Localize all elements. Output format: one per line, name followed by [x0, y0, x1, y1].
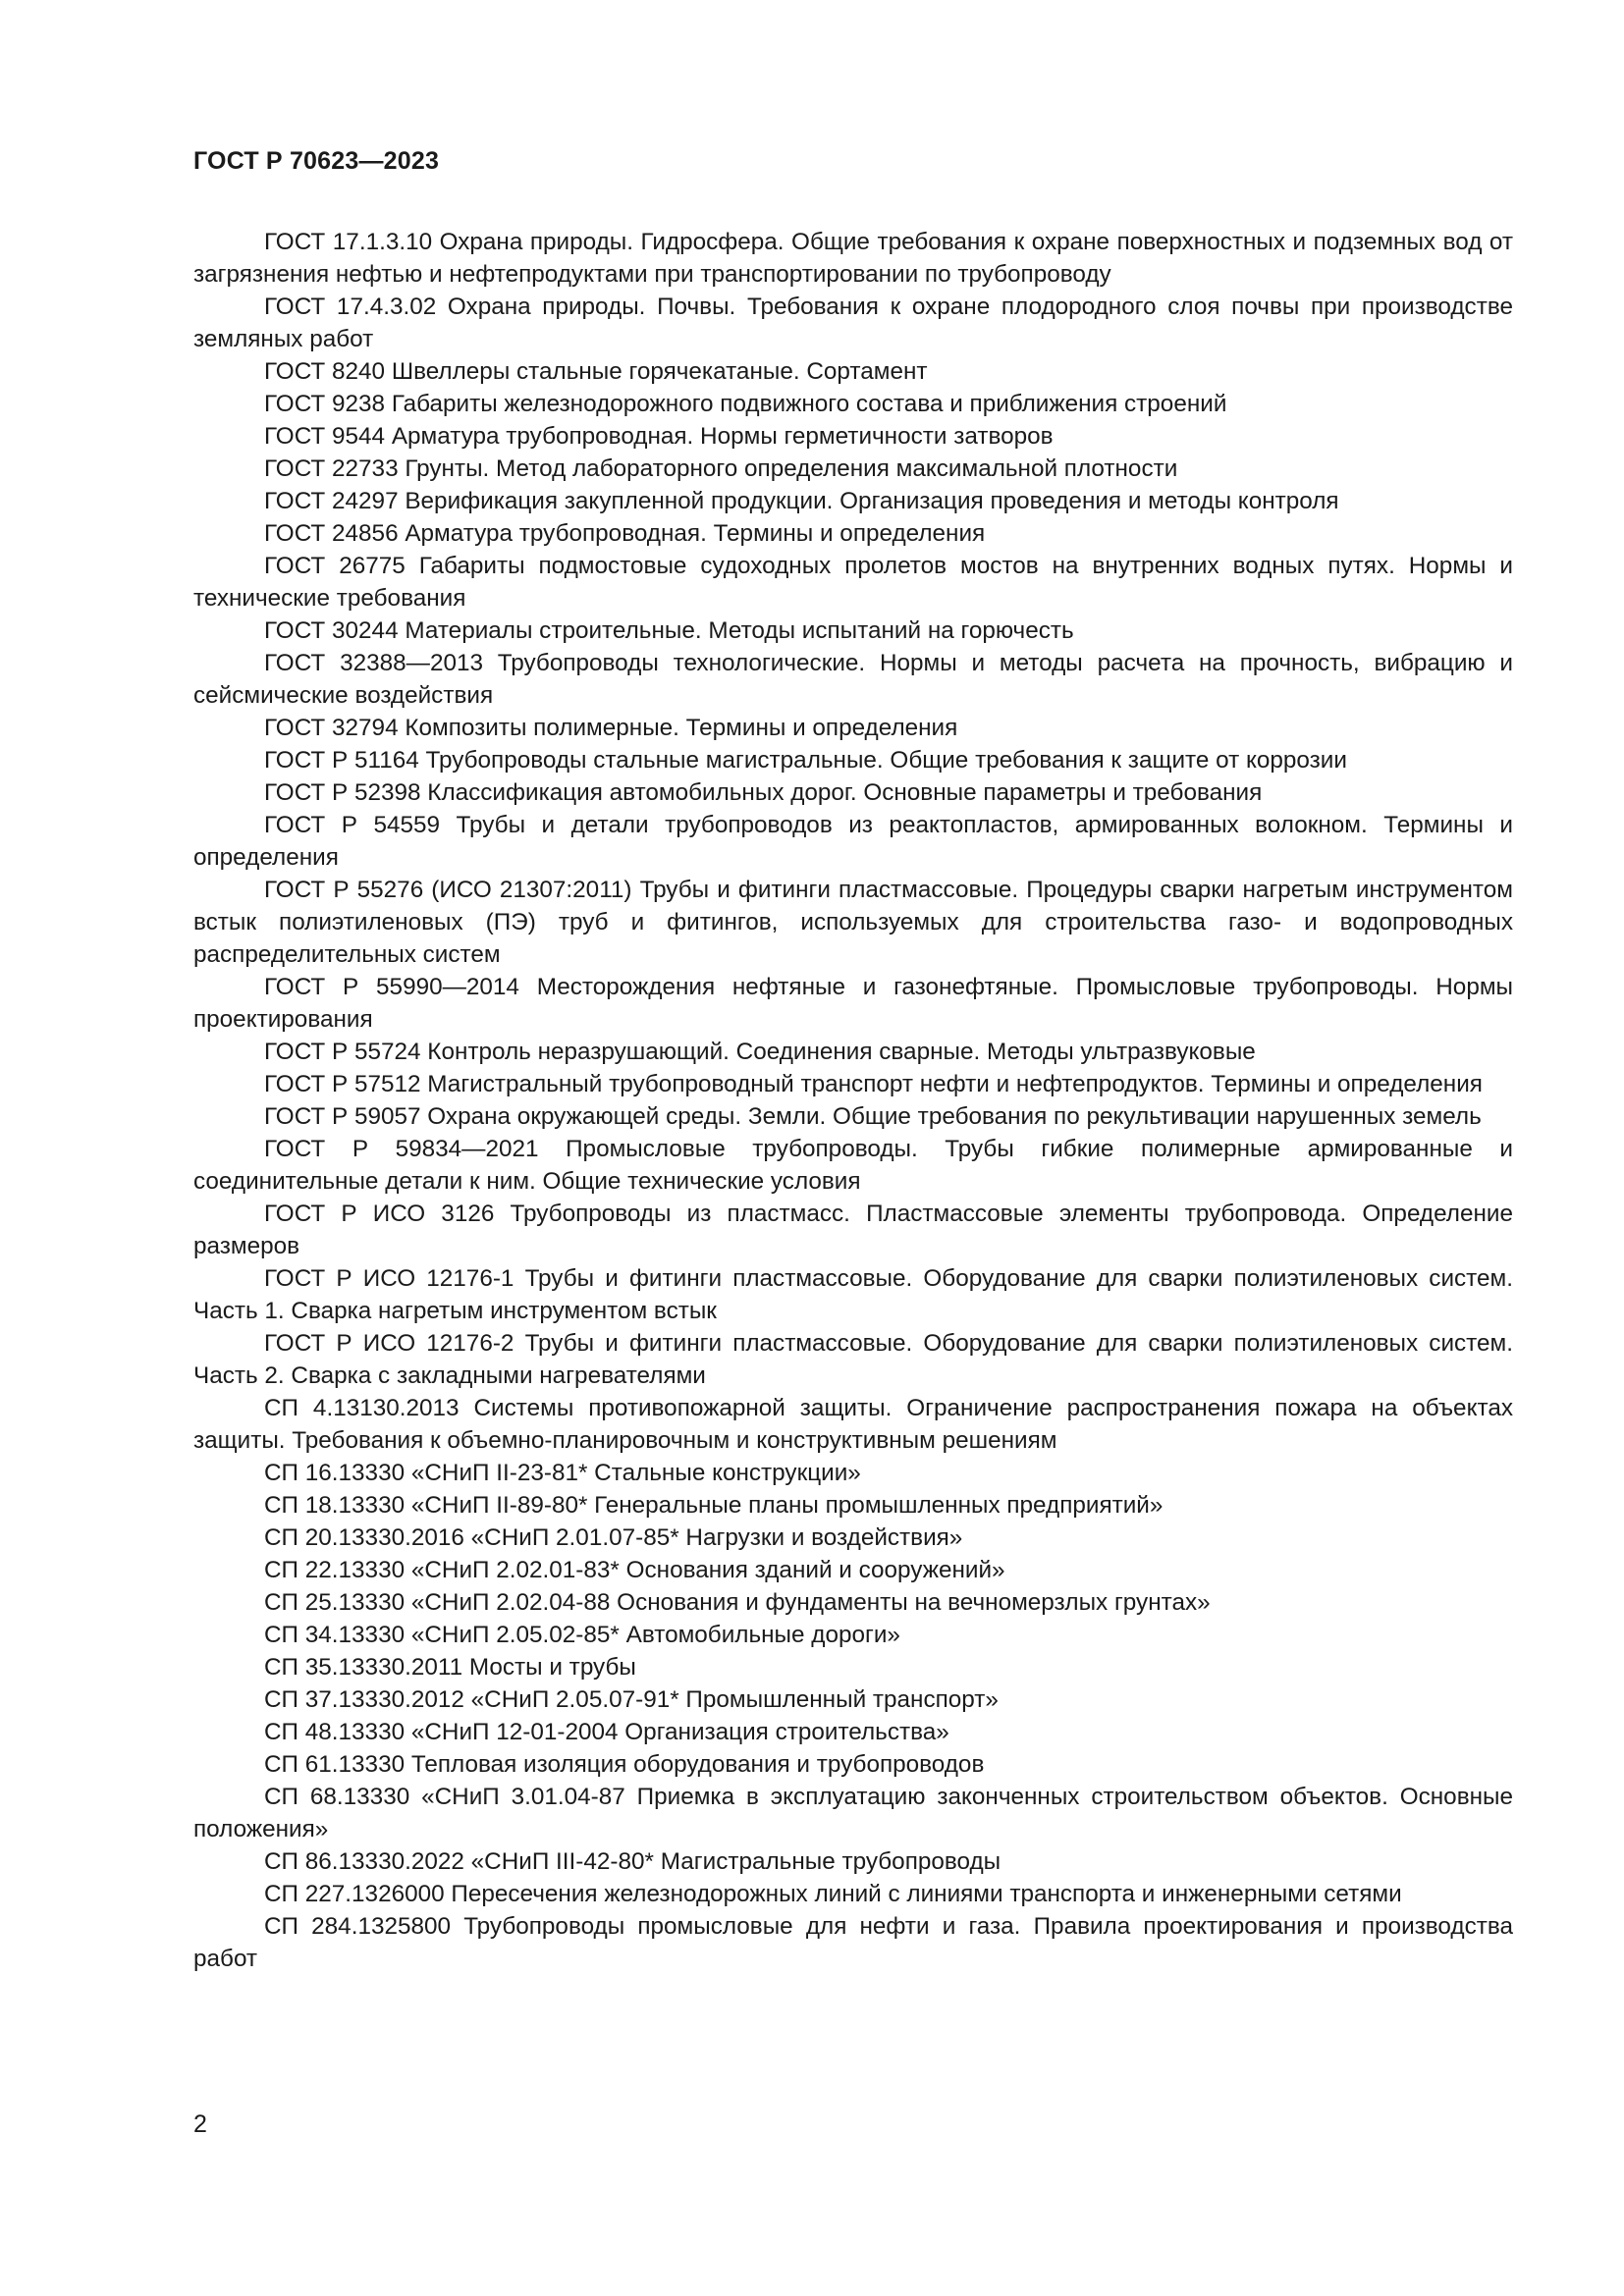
reference-item: ГОСТ 17.4.3.02 Охрана природы. Почвы. Требования к охране плодородного слоя почвы при производстве земляных работ: [193, 294, 1513, 352]
reference-item: СП 20.13330.2016 «СНиП 2.01.07-85* Нагрузки и воздействия»: [264, 1524, 963, 1551]
reference-item: ГОСТ 32388—2013 Трубопроводы технологические. Нормы и методы расчета на прочность, вибрацию и сейсмические воздействия: [193, 650, 1513, 709]
reference-item: ГОСТ 24297 Верификация закупленной продукции. Организация проведения и методы контроля: [264, 488, 1339, 514]
reference-item: ГОСТ Р 59834—2021 Промысловые трубопроводы. Трубы гибкие полимерные армированные и соединительные детали к ним. Общие технические условия: [193, 1136, 1513, 1195]
reference-item: ГОСТ Р ИСО 12176-2 Трубы и фитинги пластмассовые. Оборудование для сварки полиэтиленовых систем. Часть 2. Сварка с закладными нагревателями: [193, 1330, 1513, 1389]
reference-item: ГОСТ Р ИСО 12176-1 Трубы и фитинги пластмассовые. Оборудование для сварки полиэтиленовых систем. Часть 1. Сварка нагретым инструментом встык: [193, 1265, 1513, 1324]
reference-item: СП 16.13330 «СНиП II-23-81* Стальные конструкции»: [264, 1460, 861, 1486]
reference-item: СП 4.13130.2013 Системы противопожарной защиты. Ограничение распространения пожара на объектах защиты. Требования к объемно-планировочным и конструктивным решениям: [193, 1395, 1513, 1454]
reference-item: ГОСТ 30244 Материалы строительные. Методы испытаний на горючесть: [264, 617, 1074, 644]
reference-item: ГОСТ 9238 Габариты железнодорожного подвижного состава и приближения строений: [264, 391, 1227, 417]
reference-item: ГОСТ Р 55276 (ИСО 21307:2011) Трубы и фитинги пластмассовые. Процедуры сварки нагретым инструментом встык полиэтиленовых (ПЭ) труб и фитингов, используемых для строительства газо- и водопроводных распределительных систем: [193, 877, 1513, 968]
page-number: 2: [193, 2110, 207, 2138]
reference-item: СП 86.13330.2022 «СНиП III-42-80* Магистральные трубопроводы: [264, 1848, 1001, 1875]
reference-item: ГОСТ 32794 Композиты полимерные. Термины и определения: [264, 715, 958, 741]
reference-item: ГОСТ 17.1.3.10 Охрана природы. Гидросфера. Общие требования к охране поверхностных и подземных вод от загрязнения нефтью и нефтепродуктами при транспортировании по трубопроводу: [193, 229, 1513, 288]
reference-item: СП 284.1325800 Трубопроводы промысловые для нефти и газа. Правила проектирования и производства работ: [193, 1913, 1513, 1972]
reference-item: ГОСТ 26775 Габариты подмостовые судоходных пролетов мостов на внутренних водных путях. Нормы и технические требования: [193, 553, 1513, 612]
reference-item: СП 25.13330 «СНиП 2.02.04-88 Основания и фундаменты на вечномерзлых грунтах»: [264, 1589, 1211, 1616]
reference-item: СП 35.13330.2011 Мосты и трубы: [264, 1654, 636, 1681]
reference-item: ГОСТ Р 57512 Магистральный трубопроводный транспорт нефти и нефтепродуктов. Термины и определения: [264, 1071, 1483, 1097]
reference-item: ГОСТ 24856 Арматура трубопроводная. Термины и определения: [264, 520, 986, 547]
reference-item: СП 227.1326000 Пересечения железнодорожных линий с линиями транспорта и инженерными сетями: [264, 1881, 1402, 1907]
reference-item: СП 48.13330 «СНиП 12-01-2004 Организация строительства»: [264, 1719, 949, 1745]
reference-item: СП 37.13330.2012 «СНиП 2.05.07-91* Промышленный транспорт»: [264, 1686, 999, 1713]
reference-item: ГОСТ Р 55724 Контроль неразрушающий. Соединения сварные. Методы ультразвуковые: [264, 1039, 1256, 1065]
reference-item: ГОСТ Р 54559 Трубы и детали трубопроводов из реактопластов, армированных волокном. Термины и определения: [193, 812, 1513, 871]
reference-item: ГОСТ Р 59057 Охрана окружающей среды. Земли. Общие требования по рекультивации нарушенных земель: [264, 1103, 1482, 1130]
reference-item: СП 61.13330 Тепловая изоляция оборудования и трубопроводов: [264, 1751, 985, 1778]
reference-item: ГОСТ Р 51164 Трубопроводы стальные магистральные. Общие требования к защите от коррозии: [264, 747, 1347, 774]
reference-item: ГОСТ 22733 Грунты. Метод лабораторного определения максимальной плотности: [264, 455, 1178, 482]
reference-item: ГОСТ 8240 Швеллеры стальные горячекатаные. Сортамент: [264, 358, 928, 385]
reference-item: ГОСТ 9544 Арматура трубопроводная. Нормы герметичности затворов: [264, 423, 1054, 450]
reference-item: ГОСТ Р ИСО 3126 Трубопроводы из пластмасс. Пластмассовые элементы трубопровода. Определение размеров: [193, 1201, 1513, 1259]
document-header: ГОСТ Р 70623—2023: [193, 147, 440, 175]
reference-item: ГОСТ Р 55990—2014 Месторождения нефтяные и газонефтяные. Промысловые трубопроводы. Нормы проектирования: [193, 974, 1513, 1033]
reference-item: ГОСТ Р 52398 Классификация автомобильных дорог. Основные параметры и требования: [264, 779, 1263, 806]
reference-item: СП 18.13330 «СНиП II-89-80* Генеральные планы промышленных предприятий»: [264, 1492, 1164, 1519]
references-list: [193, 226, 1513, 1975]
reference-item: СП 22.13330 «СНиП 2.02.01-83* Основания зданий и сооружений»: [264, 1557, 1005, 1583]
reference-item: СП 68.13330 «СНиП 3.01.04-87 Приемка в эксплуатацию законченных строительством объектов. Основные положения»: [193, 1784, 1513, 1842]
reference-item: СП 34.13330 «СНиП 2.05.02-85* Автомобильные дороги»: [264, 1622, 900, 1648]
